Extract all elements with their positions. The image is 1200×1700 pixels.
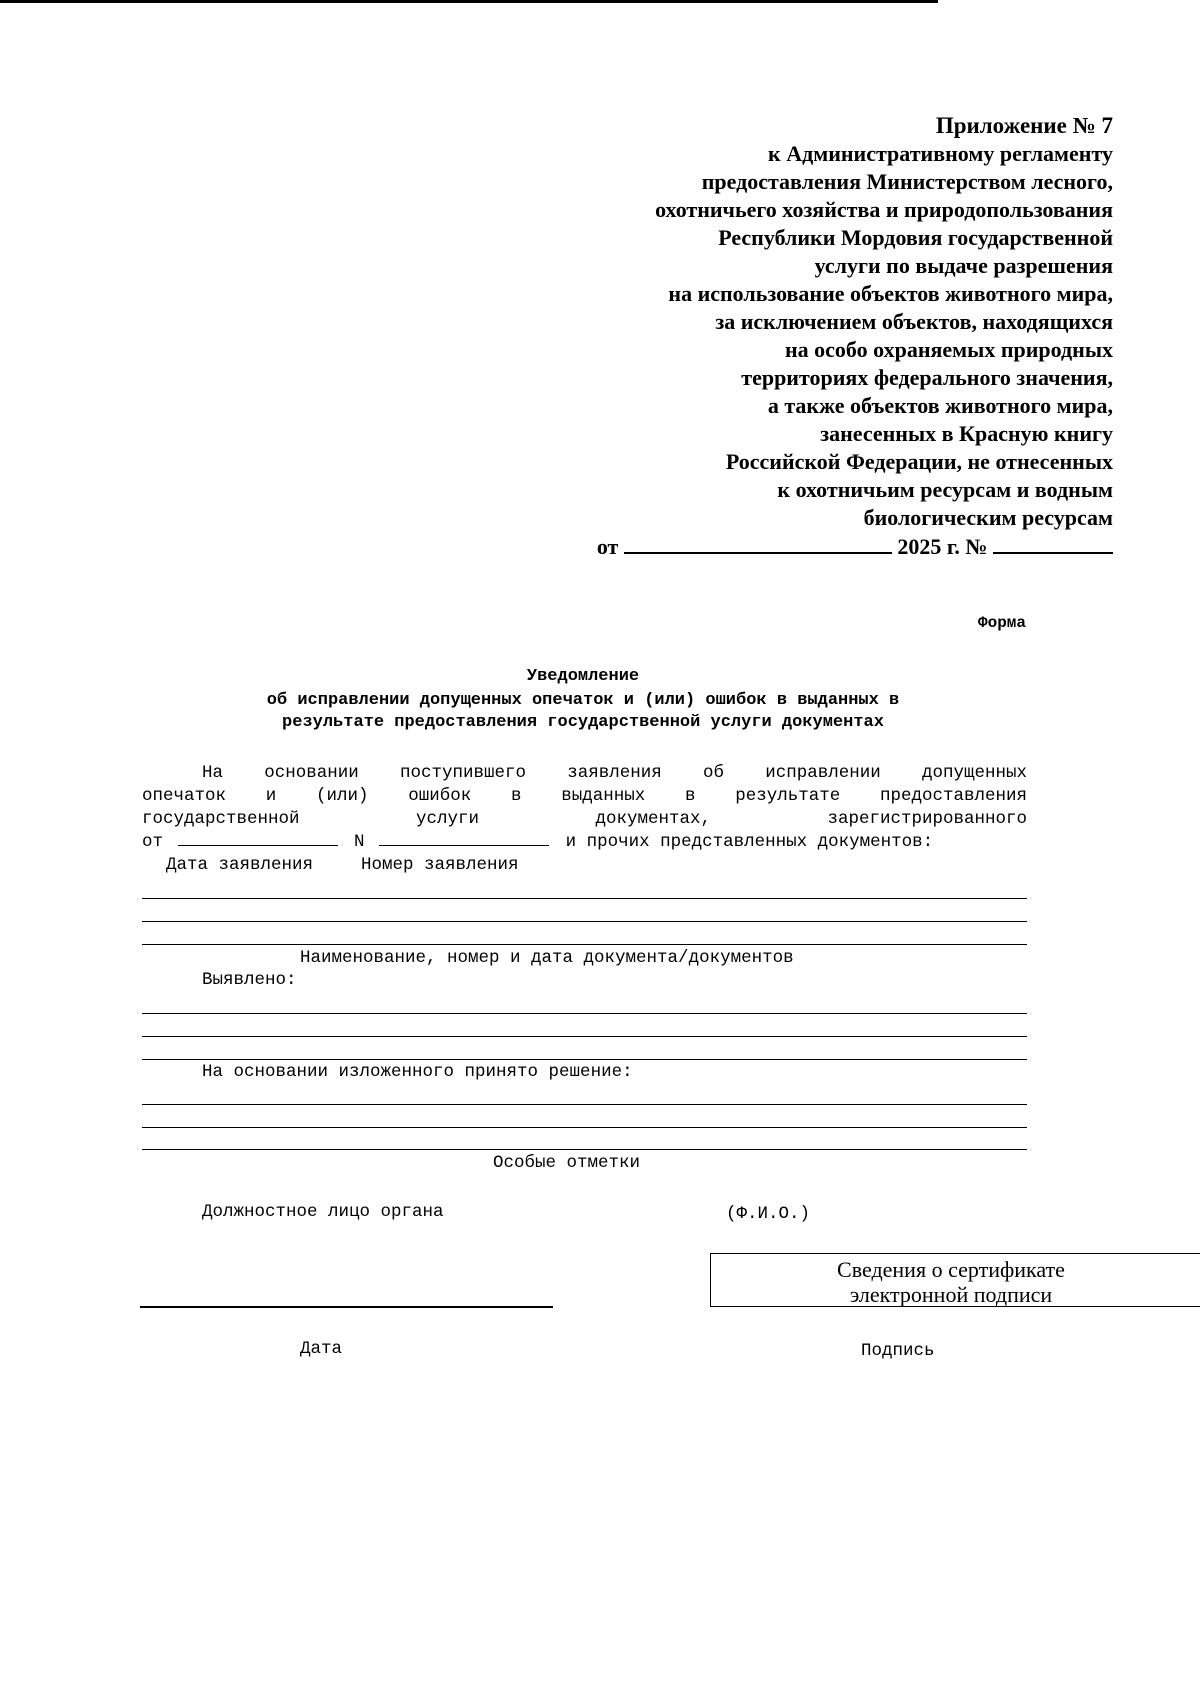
blank-rule <box>142 1059 1027 1060</box>
signature-label: Подпись <box>861 1341 935 1361</box>
form-label: Форма <box>977 614 1026 632</box>
from-prefix: от <box>142 832 164 852</box>
appendix-line: Республики Мордовия государственной <box>718 225 1113 250</box>
appendix-line: к Административному регламенту <box>768 141 1113 166</box>
official-label: Должностное лицо органа <box>202 1202 444 1222</box>
blank-rule <box>142 1013 1027 1014</box>
blank-rule <box>142 1104 1027 1105</box>
body-paragraph-line: опечаток и (или) ошибок в выданных в результате предоставления <box>142 786 1027 806</box>
notice-title: Уведомление <box>526 667 640 686</box>
appendix-line: а также объектов животного мира, <box>767 393 1113 418</box>
scan-top-edge <box>0 0 938 3</box>
appendix-line: Российской Федерации, не отнесенных <box>725 449 1113 474</box>
date-blank <box>624 534 892 554</box>
date-label: Дата <box>300 1339 343 1359</box>
appendix-line: на использование объектов животного мира, <box>668 281 1113 306</box>
from-suffix: и прочих представленных документов: <box>565 832 934 852</box>
number-prefix: N <box>354 832 365 852</box>
fio-label: (Ф.И.О.) <box>726 1204 811 1224</box>
number-blank <box>993 534 1113 554</box>
appendix-line: к охотничьим ресурсам и водным <box>777 477 1113 502</box>
appendix-line: услуги по выдаче разрешения <box>814 253 1113 278</box>
notice-subtitle: результате предоставления государственной услуги документах <box>282 713 884 732</box>
appendix-line: охотничьего хозяйства и природопользования <box>655 197 1113 222</box>
body-paragraph-line: На основании поступившего заявления об исправлении допущенных <box>202 763 1027 783</box>
caption-number: Номер заявления <box>361 855 519 875</box>
decision-label: На основании изложенного принято решение: <box>202 1062 633 1082</box>
blank-rule <box>142 1036 1027 1037</box>
blank-rule <box>142 944 1027 945</box>
blank-rule <box>142 1127 1027 1128</box>
caption-date: Дата заявления <box>166 855 314 875</box>
e-signature-certificate-box <box>710 1253 1200 1307</box>
appendix-line: за исключением объектов, находящихся <box>715 309 1113 334</box>
appendix-line: территориях федерального значения, <box>741 365 1113 390</box>
notice-subtitle: об исправлении допущенных опечаток и (или) ошибок в выданных в <box>266 691 900 710</box>
certificate-line: Сведения о сертификате <box>837 1257 1065 1282</box>
appendix-header <box>553 112 1113 532</box>
caption-documents: Наименование, номер и дата документа/документов <box>300 948 794 968</box>
blank-rule <box>142 921 1027 922</box>
date-prefix: от <box>596 534 619 559</box>
blank-rule <box>142 898 1027 899</box>
registration-line <box>142 831 933 853</box>
application-date-blank <box>178 831 338 846</box>
application-number-blank <box>379 831 549 846</box>
blank-rule <box>142 1149 1027 1150</box>
appendix-line: на особо охраняемых природных <box>784 337 1113 362</box>
signature-line <box>140 1306 553 1308</box>
detected-label: Выявлено: <box>202 970 297 990</box>
special-marks-label: Особые отметки <box>493 1153 641 1173</box>
appendix-title: Приложение № 7 <box>935 113 1113 138</box>
appendix-date-line <box>597 533 1113 561</box>
body-paragraph-line: государственной услуги документах, зарегистрированного <box>142 809 1027 829</box>
certificate-caption <box>711 1257 1191 1307</box>
appendix-line: биологическим ресурсам <box>863 505 1113 530</box>
appendix-line: предоставления Министерством лесного, <box>701 169 1113 194</box>
certificate-line: электронной подписи <box>849 1282 1053 1307</box>
appendix-line: занесенных в Красную книгу <box>820 421 1113 446</box>
date-year: 2025 г. № <box>897 534 988 559</box>
